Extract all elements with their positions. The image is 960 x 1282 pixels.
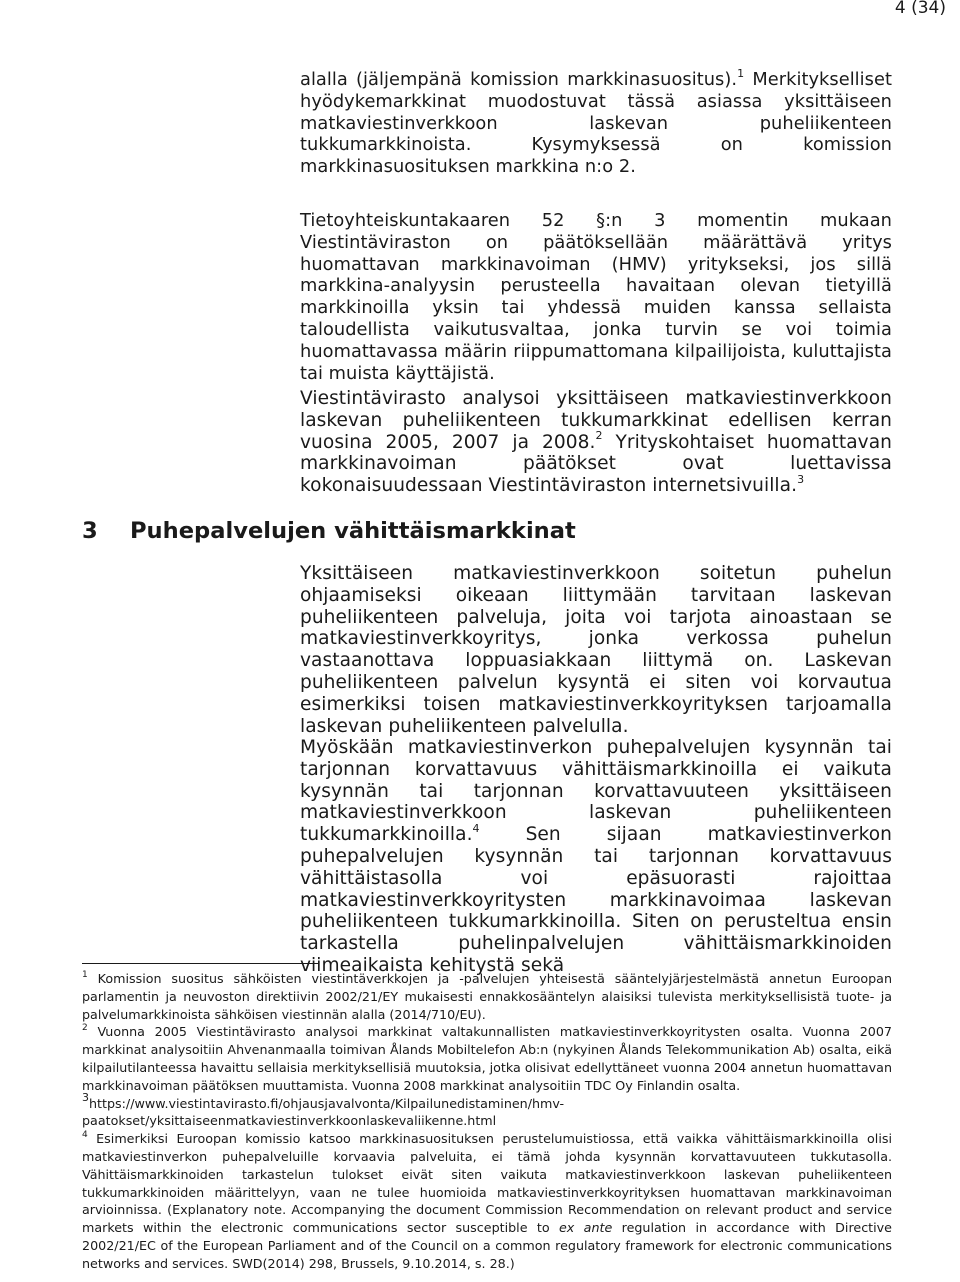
paragraph-text: Merkitykselliset hyödykemarkkinat muodostuvat tässä asiassa yksittäiseen matkaviestinverkkoon laskevan puheliikenteen tukkumarkkinoista. Kysymyksessä on komission markkinasuosituksen markkina n:o 2.	[300, 69, 892, 178]
footnote-number: 1	[82, 969, 88, 980]
footnote-4	[82, 1130, 892, 1272]
footnote-text: Vuonna 2005 Viestintävirasto analysoi markkinat valtakunnallisten matkaviestinverkkoyritysten osalta. Vuonna 2007 markkinat analysoitiin Ahvenanmaalla toimivan Ålands Mobiltelefon Ab:n (nykyinen Ålands Telekommunikation Ab) osalta, eikä kilpailutilanteessa havaittu sellaisia merkityksellisiä muutoksia, jotka olisivat edellyttäneet vuonna 2004 annetun huomattavan markkinavoiman päätöksen muuttamista. Vuonna 2008 markkinat analysoitiin TDC Oy Finlandin osalta.	[82, 1024, 892, 1093]
footnote-separator	[82, 963, 319, 964]
section-number: 3	[82, 518, 98, 544]
footnote-italic-term: ex ante	[558, 1220, 613, 1236]
footnote-3	[82, 1091, 892, 1131]
footnote-text: Komission suositus sähköisten viestintäverkkojen ja -palvelujen yhteisestä sääntelyjärjestelmästä annetun Euroopan parlamentin ja neuvoston direktiivin 2002/21/EY mukaisesti ennakkosääntelyn alaisiksi tulevista merkityksellisistä tuote- ja palvelumarkkinoista sähköisen viestinnän alalla (2014/710/EU).	[82, 971, 892, 1022]
paragraph-text: Yrityskohtaiset huomattavan markkinavoiman päätökset ovat luettavissa kokonaisuudessaan Viestintäviraston internetsivuilla.	[300, 431, 893, 497]
footnote-number: 3	[82, 1091, 89, 1105]
section-title: Puhepalvelujen vähittäismarkkinat	[130, 518, 576, 544]
page-number: 4 (34)	[894, 0, 946, 18]
footnote-ref-4: 4	[472, 822, 480, 835]
footnote-url-link[interactable]: https://www.viestintavirasto.fi/ohjausjavalvonta/Kilpailunedistaminen/hmv-	[89, 1095, 565, 1111]
footnote-ref-2: 2	[595, 429, 603, 443]
footnote-url-link[interactable]: paatokset/yksittaiseenmatkaviestinverkkoonlaskevaliikenne.html	[82, 1113, 497, 1129]
paragraph-termination-services: Yksittäiseen matkaviestinverkkoon soitetun puhelun ohjaamiseksi oikeaan liittymään tarvitaan laskevan puheliikenteen palveluja, joita voi tarjota ainoastaan se matkaviestinverkkoyritys, jonka verkossa puhelun vastaanottava loppuasiakkaan liittymä on. Laskevan puheliikenteen palvelun kysyntä ei siten voi korvautua esimerkiksi toisen matkaviestinverkkoyrityksen tarjoamalla laskevan puheliikenteen palvelulla.	[300, 563, 892, 737]
footnote-ref-1: 1	[737, 67, 745, 81]
paragraph-text: Myöskään matkaviestinverkon puhepalvelujen kysynnän tai tarjonnan korvattavuus vähittäismarkkinoilla ei vaikuta kysynnän tai tarjonnan korvattavuuteen yksittäiseen matkaviestinverkkoon laskevan puheliikenteen tukkumarkkinoilla.	[300, 737, 892, 846]
footnotes	[82, 970, 892, 1273]
footnote-text: Esimerkiksi Euroopan komissio katsoo markkinasuosituksen perustelumuistiossa, että vaikka vähittäismarkkinoilla olisi matkaviestinverkon puhepalveluille korvaavia palveluita, ei tämä johda kysynnän korvattavuuteen tukkutasolla. Vähittäismarkkinoiden tarkastelun tulokset eivät siten vaikuta matkaviestinverkkoon laskevan puheliikenteen tukkumarkkinoiden määrittelyyn, vaan ne tulee huomioida matkaviestinverkkoyrityksen huomattavan markkinavoiman arvioinnissa. (Explanatory note. Accompanying the document Commission Recommendation on relevant product and service markets within the electronic communications sector susceptible to	[82, 1131, 892, 1236]
paragraph-text: Viestintävirasto analysoi yksittäiseen matkaviestinverkkoon laskevan puheliikenteen tukkumarkkinat edellisen kerran vuosina 2005, 2007 ja 2008.	[300, 388, 892, 453]
paragraph-text: alalla (jäljempänä komission markkinasuositus).	[300, 69, 738, 90]
paragraph-market-definition	[300, 69, 892, 178]
paragraph-hmv-law: Tietoyhteiskuntakaaren 52 §:n 3 momentin mukaan Viestintäviraston on päätöksellään määrättävä yritys huomattavan markkinavoiman (HMV) yritykseksi, jos sillä markkina-analyysin perusteella havaitaan olevan tietyillä markkinoilla yksin tai yhdessä muiden kanssa sellaista taloudellista vaikutusvaltaa, jonka turvin se voi toimia huomattavassa määrin riippumattomana kilpailijoista, kuluttajista tai muista käyttäjistä.	[300, 210, 892, 384]
footnote-number: 2	[82, 1023, 88, 1034]
paragraph-text: Sen sijaan matkaviestinverkon puhepalvelujen kysynnän tai tarjonnan korvattavuus vähittäistasolla voi epäsuorasti rajoittaa matkaviestinverkkoyritysten markkinavoimaa laskevan puheliikenteen tukkumarkkinoilla. Siten on perusteltua ensin tarkastella puhelinpalvelujen vähittäismarkkinoiden viimeaikaista kehitystä sekä	[300, 824, 892, 976]
section-heading	[82, 517, 576, 545]
footnote-1	[82, 970, 892, 1023]
footnote-text: regulation in accordance with Directive 2002/21/EC of the European Parliament and of the Council on a common regulatory framework for electronic communications networks and services. SWD(2014) 298, Brussels, 9.10.2014, s. 28.)	[82, 1220, 892, 1271]
footnote-2	[82, 1023, 892, 1094]
paragraph-retail-substitutability	[300, 737, 892, 977]
footnote-number: 4	[82, 1129, 88, 1140]
paragraph-previous-analyses	[300, 388, 892, 497]
footnote-ref-3: 3	[797, 473, 805, 486]
